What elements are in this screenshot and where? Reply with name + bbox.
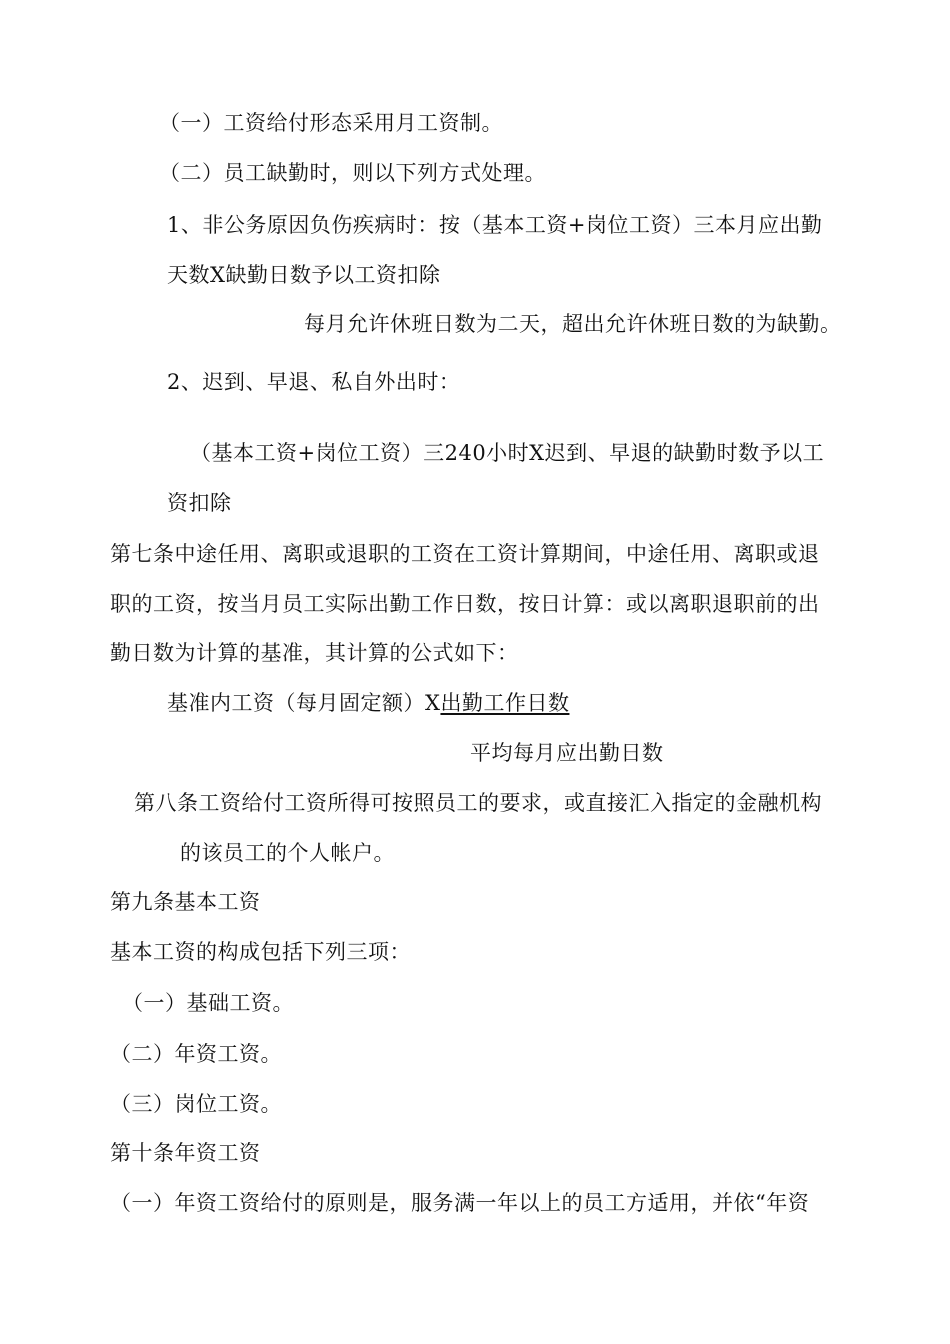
- paragraph-line: （一）工资给付形态采用月工资制。: [159, 111, 503, 135]
- paragraph-line: 勤日数为计算的基准，其计算的公式如下：: [110, 641, 519, 665]
- list-item: （二）年资工资。: [110, 1042, 282, 1066]
- formula-numerator: 出勤工作日数: [440, 691, 570, 715]
- list-item: （一）基础工资。: [122, 991, 294, 1015]
- paragraph-line: 基本工资的构成包括下列三项：: [110, 940, 411, 964]
- article-line: 第八条工资给付工资所得可按照员工的要求，或直接汇入指定的金融机构: [134, 791, 822, 815]
- article-heading: 第十条年资工资: [110, 1141, 261, 1165]
- article-heading: 第九条基本工资: [110, 890, 261, 914]
- paragraph-line: 的该员工的个人帐户。: [180, 841, 395, 865]
- paragraph-line: 1、非公务原因负伤疾病时：按（基本工资+岗位工资）三本月应出勤: [167, 213, 823, 237]
- paragraph-line: 天数X缺勤日数予以工资扣除: [167, 263, 441, 287]
- paragraph-line: （二）员工缺勤时，则以下列方式处理。: [159, 161, 546, 185]
- paragraph-line: （基本工资+岗位工资）三240小时X迟到、早退的缺勤时数予以工: [190, 441, 825, 465]
- list-item: （三）岗位工资。: [110, 1092, 282, 1116]
- paragraph-line: 每月允许休班日数为二天，超出允许休班日数的为缺勤。: [304, 312, 842, 336]
- formula-numerator-line: [167, 688, 569, 718]
- paragraph-line: 资扣除: [167, 491, 232, 515]
- paragraph-line: （一）年资工资给付的原则是，服务满一年以上的员工方适用，并依“年资: [110, 1191, 810, 1215]
- article-line: 第七条中途任用、离职或退职的工资在工资计算期间，中途任用、离职或退: [110, 542, 820, 566]
- paragraph-line: 2、迟到、早退、私自外出时：: [167, 370, 461, 394]
- formula-denominator: 平均每月应出勤日数: [470, 741, 664, 765]
- formula-prefix: 基准内工资（每月固定额）X: [167, 691, 441, 715]
- paragraph-line: 职的工资，按当月员工实际出勤工作日数，按日计算：或以离职退职前的出: [110, 592, 820, 616]
